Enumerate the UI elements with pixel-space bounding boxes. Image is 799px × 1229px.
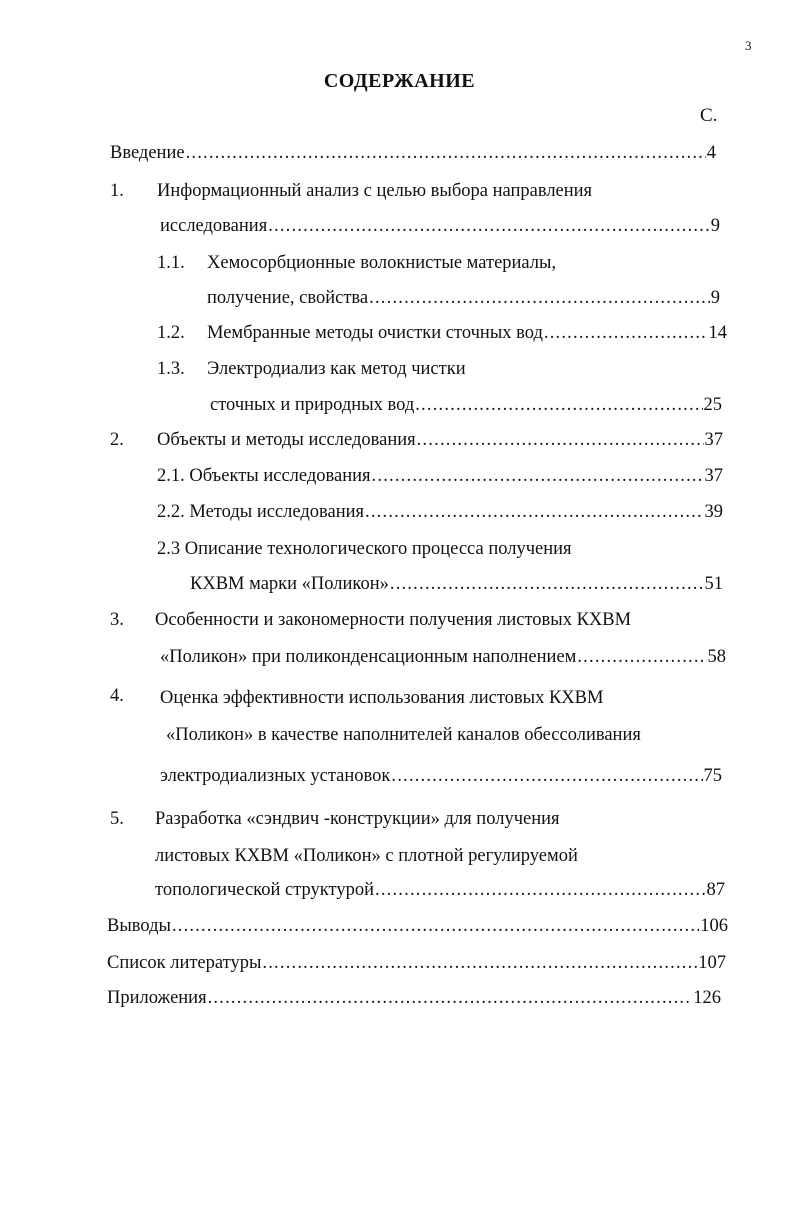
toc-entry-label: 2.1. Объекты исследования xyxy=(157,466,371,486)
toc-entry-conclusions xyxy=(107,916,728,937)
toc-entry-number: 5. xyxy=(110,809,124,829)
leader-dots xyxy=(208,988,693,1009)
toc-entry-4 xyxy=(160,766,722,787)
toc-entry-number: 1.3. xyxy=(157,359,185,379)
toc-entry-1 xyxy=(160,216,720,237)
toc-entry-page: 87 xyxy=(706,880,725,900)
toc-entry-page: 37 xyxy=(704,466,723,486)
toc-entry-2-3 xyxy=(190,574,723,595)
toc-entry-number: 4. xyxy=(110,686,124,706)
toc-entry-page: 4 xyxy=(706,143,716,163)
toc-entry-title: Особенности и закономерности получения листовых КХВМ xyxy=(155,610,632,630)
toc-entry-label: 2.2. Методы исследования xyxy=(157,502,365,522)
toc-entry-label: электродиализных установок xyxy=(160,766,391,786)
toc-entry-title: Хемосорбционные волокнистые материалы, xyxy=(207,253,557,273)
toc-entry-1-1 xyxy=(207,288,720,309)
toc-entry-number: 2. xyxy=(110,430,124,450)
toc-entry-intro xyxy=(110,143,716,164)
leader-dots xyxy=(415,395,702,416)
toc-entry-label: Список литературы xyxy=(107,953,262,973)
toc-entry-label: Объекты и методы исследования xyxy=(157,430,416,450)
leader-dots xyxy=(365,502,703,523)
toc-entry-title: Информационный анализ с целью выбора направления xyxy=(157,181,593,201)
toc-entry-2 xyxy=(157,430,723,451)
toc-entry-page: 25 xyxy=(703,395,722,415)
leader-dots xyxy=(417,430,704,451)
leader-dots xyxy=(262,953,697,974)
toc-entry-title: листовых КХВМ «Поликон» с плотной регулируемой xyxy=(155,846,578,866)
toc-entry-appendices xyxy=(107,988,721,1009)
toc-entry-number: 3. xyxy=(110,610,124,630)
toc-entry-1-3 xyxy=(210,395,722,416)
toc-entry-label: КХВМ марки «Поликон» xyxy=(190,574,389,594)
toc-entry-3 xyxy=(160,647,726,668)
toc-entry-page: 126 xyxy=(693,988,721,1008)
toc-entry-title: Разработка «сэндвич -конструкции» для получения xyxy=(155,809,560,829)
toc-entry-2-2 xyxy=(157,502,723,523)
toc-entry-label: Мембранные методы очистки сточных вод xyxy=(207,323,543,343)
page-number: 3 xyxy=(745,38,752,53)
toc-entry-1-2 xyxy=(207,323,727,344)
leader-dots xyxy=(268,216,710,237)
page-title: СОДЕРЖАНИЕ xyxy=(323,70,476,92)
leader-dots xyxy=(577,647,706,668)
toc-entry-label: получение, свойства xyxy=(207,288,369,308)
toc-entry-label: Приложения xyxy=(107,988,207,1008)
leader-dots xyxy=(390,574,704,595)
toc-entry-2-1 xyxy=(157,466,723,487)
toc-entry-title: «Поликон» в качестве наполнителей каналов обессоливания xyxy=(166,725,641,745)
toc-entry-label: топологической структурой xyxy=(155,880,374,900)
leader-dots xyxy=(369,288,710,309)
toc-entry-references xyxy=(107,953,726,974)
leader-dots xyxy=(375,880,706,901)
leader-dots xyxy=(172,916,699,937)
toc-entry-page: 14 xyxy=(708,323,727,343)
leader-dots xyxy=(391,766,702,787)
toc-entry-page: 9 xyxy=(710,288,720,308)
toc-entry-number: 1. xyxy=(110,181,124,201)
toc-entry-page: 37 xyxy=(704,430,723,450)
toc-entry-title: Оценка эффективности использования листовых КХВМ xyxy=(160,688,604,708)
toc-entry-page: 75 xyxy=(703,766,722,786)
toc-entry-number: 1.2. xyxy=(157,323,185,343)
toc-entry-label: сточных и природных вод xyxy=(210,395,415,415)
leader-dots xyxy=(372,466,704,487)
page-column-label: С. xyxy=(700,105,718,126)
toc-entry-title: 2.3 Описание технологического процесса получения xyxy=(157,539,572,559)
toc-entry-label: «Поликон» при поликонденсационным наполнением xyxy=(160,647,577,667)
toc-entry-label: Введение xyxy=(110,143,185,163)
toc-entry-page: 58 xyxy=(707,647,726,667)
toc-entry-page: 51 xyxy=(704,574,723,594)
leader-dots xyxy=(186,143,706,164)
toc-entry-page: 9 xyxy=(710,216,720,236)
toc-entry-page: 106 xyxy=(700,916,728,936)
toc-entry-5 xyxy=(155,880,725,901)
toc-entry-label: исследования xyxy=(160,216,268,236)
leader-dots xyxy=(544,323,708,344)
toc-entry-label: Выводы xyxy=(107,916,171,936)
toc-entry-number: 1.1. xyxy=(157,253,185,273)
toc-entry-title: Электродиализ как метод чистки xyxy=(207,359,466,379)
toc-entry-page: 39 xyxy=(704,502,723,522)
toc-entry-page: 107 xyxy=(698,953,726,973)
